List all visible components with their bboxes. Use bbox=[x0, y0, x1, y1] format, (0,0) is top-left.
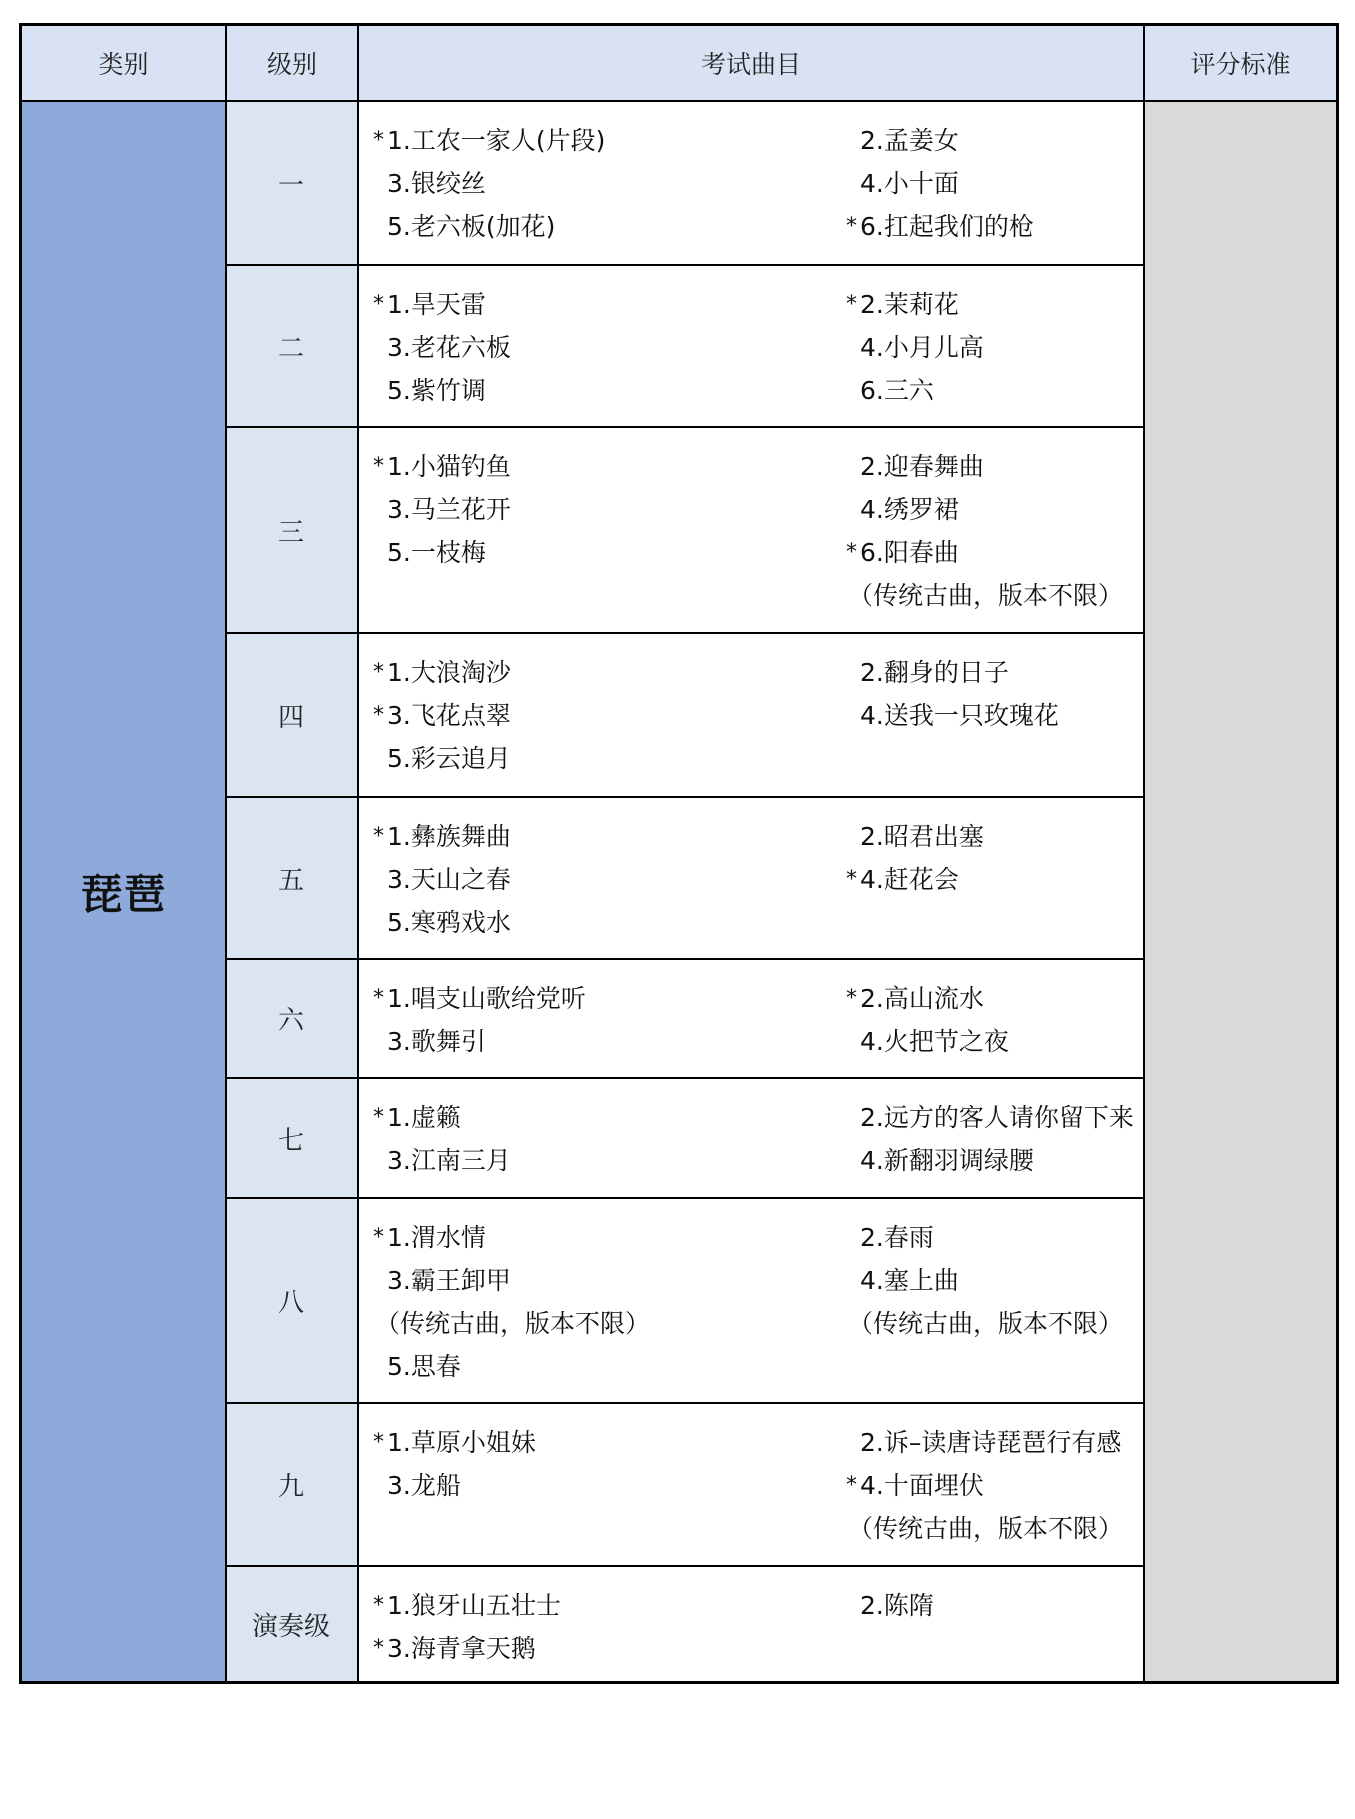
piece-item bbox=[829, 1020, 1143, 1063]
header-pieces: 考试曲目 bbox=[359, 26, 1143, 102]
piece-title: 1.工农一家人(片段) bbox=[387, 126, 606, 155]
piece-item bbox=[829, 369, 1143, 412]
pieces-line bbox=[359, 283, 1143, 326]
piece-title: 1.渭水情 bbox=[387, 1223, 486, 1252]
piece-item bbox=[829, 1345, 1143, 1388]
piece-item bbox=[359, 1627, 829, 1670]
piece-title: 1.彝族舞曲 bbox=[387, 822, 511, 851]
pieces-cell bbox=[359, 102, 1143, 264]
pieces-line bbox=[359, 1345, 1143, 1388]
piece-item bbox=[359, 1464, 829, 1507]
piece-note: （传统古曲，版本不限） bbox=[375, 1309, 651, 1338]
piece-title: 2.春雨 bbox=[860, 1223, 934, 1252]
category-cell bbox=[22, 102, 225, 1681]
pieces-cell bbox=[359, 428, 1143, 632]
pieces-line bbox=[359, 574, 1143, 617]
level-row bbox=[225, 264, 1143, 426]
piece-title: 1.虚籁 bbox=[387, 1103, 461, 1132]
piece-title: 2.远方的客人请你留下来 bbox=[860, 1103, 1134, 1132]
piece-item bbox=[829, 574, 1143, 617]
piece-item bbox=[359, 369, 829, 412]
column-divider bbox=[225, 26, 227, 1681]
required-asterisk-icon: * bbox=[373, 824, 384, 849]
piece-title: 1.草原小姐妹 bbox=[387, 1428, 536, 1457]
piece-title: 4.火把节之夜 bbox=[860, 1027, 1009, 1056]
piece-title: 6.三六 bbox=[860, 376, 934, 405]
piece-title: 4.塞上曲 bbox=[860, 1266, 959, 1295]
piece-item bbox=[829, 205, 1143, 248]
piece-item bbox=[359, 1096, 829, 1139]
piece-item bbox=[359, 445, 829, 488]
required-asterisk-icon: * bbox=[373, 1593, 384, 1618]
required-asterisk-icon: * bbox=[846, 540, 857, 565]
level-row bbox=[225, 102, 1143, 264]
piece-item bbox=[359, 119, 829, 162]
level-row bbox=[225, 1565, 1143, 1681]
piece-title: 3.海青拿天鹅 bbox=[387, 1634, 536, 1663]
piece-item bbox=[359, 1584, 829, 1627]
level-row bbox=[225, 1197, 1143, 1402]
piece-item bbox=[359, 162, 829, 205]
piece-note: （传统古曲，版本不限） bbox=[848, 1309, 1124, 1338]
level-label: 九 bbox=[225, 1404, 357, 1565]
piece-title: 5.彩云追月 bbox=[387, 744, 511, 773]
piece-item bbox=[829, 1216, 1143, 1259]
piece-item bbox=[829, 901, 1143, 944]
piece-item bbox=[829, 283, 1143, 326]
piece-title: 1.狼牙山五壮士 bbox=[387, 1591, 561, 1620]
piece-title: 2.孟姜女 bbox=[860, 126, 959, 155]
level-row bbox=[225, 1402, 1143, 1565]
piece-item bbox=[829, 1302, 1143, 1345]
pieces-line bbox=[359, 1507, 1143, 1550]
piece-item bbox=[829, 1096, 1143, 1139]
level-row bbox=[225, 796, 1143, 958]
piece-title: 5.思春 bbox=[387, 1352, 461, 1381]
pieces-line bbox=[359, 815, 1143, 858]
piece-item bbox=[829, 1507, 1143, 1550]
pieces-line bbox=[359, 369, 1143, 412]
required-asterisk-icon: * bbox=[373, 292, 384, 317]
level-label: 七 bbox=[225, 1079, 357, 1197]
pieces-line bbox=[359, 977, 1143, 1020]
piece-item bbox=[829, 815, 1143, 858]
piece-item bbox=[829, 531, 1143, 574]
piece-title: 3.马兰花开 bbox=[387, 495, 511, 524]
pieces-line bbox=[359, 326, 1143, 369]
piece-item bbox=[829, 1627, 1143, 1670]
pieces-line bbox=[359, 1421, 1143, 1464]
piece-title: 3.歌舞引 bbox=[387, 1027, 486, 1056]
pieces-line bbox=[359, 531, 1143, 574]
piece-title: 4.十面埋伏 bbox=[860, 1471, 984, 1500]
piece-item bbox=[829, 858, 1143, 901]
piece-item bbox=[359, 1139, 829, 1182]
piece-item bbox=[359, 488, 829, 531]
piece-title: 4.小十面 bbox=[860, 169, 959, 198]
required-asterisk-icon: * bbox=[373, 1105, 384, 1130]
pieces-line bbox=[359, 162, 1143, 205]
required-asterisk-icon: * bbox=[373, 128, 384, 153]
pieces-cell bbox=[359, 1079, 1143, 1197]
piece-title: 4.小月儿高 bbox=[860, 333, 984, 362]
required-asterisk-icon: * bbox=[373, 1225, 384, 1250]
piece-title: 6.扛起我们的枪 bbox=[860, 212, 1034, 241]
required-asterisk-icon: * bbox=[373, 703, 384, 728]
level-label: 演奏级 bbox=[225, 1567, 357, 1681]
required-asterisk-icon: * bbox=[846, 292, 857, 317]
piece-item bbox=[359, 977, 829, 1020]
pieces-line bbox=[359, 488, 1143, 531]
piece-title: 2.昭君出塞 bbox=[860, 822, 984, 851]
piece-item bbox=[359, 858, 829, 901]
required-asterisk-icon: * bbox=[846, 867, 857, 892]
piece-title: 3.天山之春 bbox=[387, 865, 511, 894]
pieces-line bbox=[359, 1096, 1143, 1139]
pieces-line bbox=[359, 1302, 1143, 1345]
piece-title: 6.阳春曲 bbox=[860, 538, 959, 567]
piece-item bbox=[359, 694, 829, 737]
piece-title: 2.诉–读唐诗琵琶行有感 bbox=[860, 1428, 1122, 1457]
piece-item bbox=[359, 1302, 829, 1345]
required-asterisk-icon: * bbox=[373, 1636, 384, 1661]
piece-title: 2.翻身的日子 bbox=[860, 658, 1009, 687]
pieces-line bbox=[359, 651, 1143, 694]
piece-item bbox=[359, 1507, 829, 1550]
piece-title: 2.高山流水 bbox=[860, 984, 984, 1013]
level-row bbox=[225, 958, 1143, 1077]
piece-item bbox=[829, 488, 1143, 531]
piece-item bbox=[359, 205, 829, 248]
piece-title: 3.飞花点翠 bbox=[387, 701, 511, 730]
piece-title: 1.大浪淘沙 bbox=[387, 658, 511, 687]
piece-title: 2.茉莉花 bbox=[860, 290, 959, 319]
pieces-cell bbox=[359, 1199, 1143, 1402]
piece-item bbox=[359, 1259, 829, 1302]
pieces-line bbox=[359, 1627, 1143, 1670]
pieces-line bbox=[359, 901, 1143, 944]
piece-title: 5.紫竹调 bbox=[387, 376, 486, 405]
piece-item bbox=[829, 445, 1143, 488]
piece-item bbox=[829, 651, 1143, 694]
piece-title: 4.绣罗裙 bbox=[860, 495, 959, 524]
piece-item bbox=[359, 651, 829, 694]
column-divider bbox=[1143, 26, 1145, 1681]
piece-title: 5.寒鸦戏水 bbox=[387, 908, 511, 937]
pieces-cell bbox=[359, 798, 1143, 958]
piece-title: 2.迎春舞曲 bbox=[860, 452, 984, 481]
level-label: 一 bbox=[225, 102, 357, 264]
piece-item bbox=[359, 1421, 829, 1464]
piece-title: 3.霸王卸甲 bbox=[387, 1266, 511, 1295]
piece-item bbox=[359, 531, 829, 574]
pieces-line bbox=[359, 1464, 1143, 1507]
piece-item bbox=[829, 1139, 1143, 1182]
piece-item bbox=[359, 283, 829, 326]
piece-title: 3.江南三月 bbox=[387, 1146, 511, 1175]
pieces-line bbox=[359, 1259, 1143, 1302]
required-asterisk-icon: * bbox=[846, 214, 857, 239]
piece-item bbox=[359, 326, 829, 369]
level-label: 三 bbox=[225, 428, 357, 632]
piece-title: 3.龙船 bbox=[387, 1471, 461, 1500]
pieces-line bbox=[359, 737, 1143, 780]
piece-item bbox=[359, 1216, 829, 1259]
piece-item bbox=[829, 1464, 1143, 1507]
piece-item bbox=[829, 1584, 1143, 1627]
piece-item bbox=[829, 977, 1143, 1020]
piece-item bbox=[359, 1020, 829, 1063]
level-label: 六 bbox=[225, 960, 357, 1077]
piece-item bbox=[359, 815, 829, 858]
pieces-line bbox=[359, 445, 1143, 488]
required-asterisk-icon: * bbox=[373, 986, 384, 1011]
pieces-cell bbox=[359, 1567, 1143, 1681]
piece-title: 3.银绞丝 bbox=[387, 169, 486, 198]
exam-repertoire-table bbox=[19, 23, 1339, 1684]
piece-title: 1.唱支山歌给党听 bbox=[387, 984, 586, 1013]
piece-item bbox=[829, 119, 1143, 162]
piece-item bbox=[359, 574, 829, 617]
level-label: 四 bbox=[225, 634, 357, 796]
required-asterisk-icon: * bbox=[846, 986, 857, 1011]
piece-title: 2.陈隋 bbox=[860, 1591, 934, 1620]
pieces-line bbox=[359, 858, 1143, 901]
piece-item bbox=[829, 694, 1143, 737]
pieces-cell bbox=[359, 634, 1143, 796]
piece-note: （传统古曲，版本不限） bbox=[848, 1514, 1124, 1543]
required-asterisk-icon: * bbox=[373, 454, 384, 479]
column-divider bbox=[357, 26, 359, 1681]
header-criteria: 评分标准 bbox=[1145, 26, 1336, 102]
piece-title: 4.赶花会 bbox=[860, 865, 959, 894]
piece-item bbox=[359, 737, 829, 780]
category-label: 琵琶 bbox=[80, 869, 167, 919]
piece-title: 1.旱天雷 bbox=[387, 290, 486, 319]
level-label: 二 bbox=[225, 266, 357, 426]
level-label: 五 bbox=[225, 798, 357, 958]
pieces-cell bbox=[359, 960, 1143, 1077]
pieces-line bbox=[359, 694, 1143, 737]
criteria-cell bbox=[1143, 102, 1336, 1681]
piece-title: 3.老花六板 bbox=[387, 333, 511, 362]
level-row bbox=[225, 426, 1143, 632]
piece-note: （传统古曲，版本不限） bbox=[848, 581, 1124, 610]
piece-item bbox=[359, 1345, 829, 1388]
piece-title: 5.老六板(加花) bbox=[387, 212, 556, 241]
pieces-line bbox=[359, 1020, 1143, 1063]
piece-item bbox=[829, 1259, 1143, 1302]
pieces-cell bbox=[359, 266, 1143, 426]
pieces-line bbox=[359, 1584, 1143, 1627]
pieces-line bbox=[359, 1139, 1143, 1182]
piece-item bbox=[829, 1421, 1143, 1464]
required-asterisk-icon: * bbox=[846, 1473, 857, 1498]
required-asterisk-icon: * bbox=[373, 1430, 384, 1455]
level-label: 八 bbox=[225, 1199, 357, 1402]
piece-item bbox=[829, 162, 1143, 205]
piece-title: 4.新翻羽调绿腰 bbox=[860, 1146, 1034, 1175]
header-level: 级别 bbox=[227, 26, 357, 102]
level-row bbox=[225, 1077, 1143, 1197]
piece-item bbox=[359, 901, 829, 944]
piece-title: 5.一枝梅 bbox=[387, 538, 486, 567]
piece-title: 4.送我一只玫瑰花 bbox=[860, 701, 1059, 730]
header-category: 类别 bbox=[22, 26, 225, 102]
piece-title: 1.小猫钓鱼 bbox=[387, 452, 511, 481]
pieces-line bbox=[359, 1216, 1143, 1259]
pieces-cell bbox=[359, 1404, 1143, 1565]
level-row bbox=[225, 632, 1143, 796]
pieces-line bbox=[359, 205, 1143, 248]
piece-item bbox=[829, 326, 1143, 369]
piece-item bbox=[829, 737, 1143, 780]
pieces-line bbox=[359, 119, 1143, 162]
required-asterisk-icon: * bbox=[373, 660, 384, 685]
